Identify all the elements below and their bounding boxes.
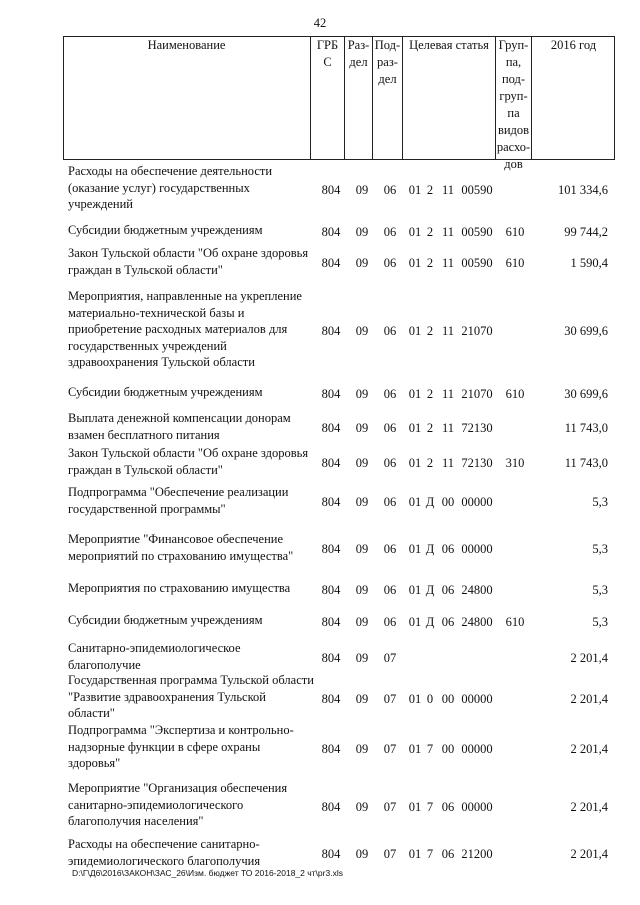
razdel-cell: 09 (355, 847, 369, 861)
razdel-cell: 09 (355, 324, 369, 338)
cs-direction-cell: 24800 (461, 583, 493, 597)
page-number: 42 (313, 16, 327, 30)
header-year-text: 2016 год (550, 38, 597, 52)
cs-program-cell: 01 (408, 225, 422, 239)
cs-event-cell: 00 (441, 742, 455, 756)
razdel-cell: 09 (355, 495, 369, 509)
row-name: Мероприятия по страхованию имущества (68, 581, 291, 595)
cs-direction-cell: 00590 (461, 183, 493, 197)
cs-direction-cell: 21070 (461, 387, 493, 401)
amount-cell: 99 744,2 (564, 225, 608, 239)
row-name: Расходы на обеспечение санитарно-эпидемиологического благополучия (68, 837, 261, 868)
grbs-cell: 804 (321, 542, 341, 556)
grbs-cell: 804 (321, 583, 341, 597)
cs-event-cell: 06 (441, 583, 455, 597)
vr-cell: 310 (505, 456, 525, 470)
row-name: Мероприятие "Организация обеспечения санитарно-эпидемиологического благополучия населения" (68, 781, 288, 828)
amount-cell: 2 201,4 (570, 847, 608, 861)
header-year (532, 36, 615, 160)
row-name: Государственная программа Тульской области "Развитие здравоохранения Тульской области" (68, 673, 314, 720)
amount-cell: 2 201,4 (570, 800, 608, 814)
grbs-cell: 804 (321, 495, 341, 509)
amount-cell: 5,3 (592, 583, 608, 597)
cs-program-cell: 01 (408, 456, 422, 470)
cs-event-cell: 06 (441, 800, 455, 814)
amount-cell: 5,3 (592, 542, 608, 556)
vr-cell: 610 (505, 225, 525, 239)
podrazdel-cell: 06 (383, 324, 397, 338)
razdel-cell: 09 (355, 421, 369, 435)
grbs-cell: 804 (321, 387, 341, 401)
cs-subprogram-cell: 0 (426, 692, 434, 706)
cs-direction-cell: 21200 (461, 847, 493, 861)
cs-program-cell: 01 (408, 183, 422, 197)
grbs-cell: 804 (321, 183, 341, 197)
footer-file-path: D:\Г\Д6\2016\ЗАКОН\ЗАС_26\Изм. бюджет ТО 2016-2018_2 чт\pr3.xls (72, 868, 343, 878)
cs-subprogram-cell: Д (425, 542, 435, 556)
razdel-cell: 09 (355, 225, 369, 239)
cs-event-cell: 00 (441, 495, 455, 509)
header-name (63, 36, 311, 160)
cs-program-cell: 01 (408, 324, 422, 338)
row-name: Закон Тульской области "Об охране здоровья граждан в Тульской области" (68, 246, 309, 277)
grbs-cell: 804 (321, 456, 341, 470)
vr-cell: 610 (505, 256, 525, 270)
row-name: Расходы на обеспечение деятельности (оказание услуг) государственных учреждений (68, 164, 273, 211)
grbs-cell: 804 (321, 651, 341, 665)
cs-event-cell: 06 (441, 847, 455, 861)
cs-event-cell: 06 (441, 615, 455, 629)
podrazdel-cell: 06 (383, 183, 397, 197)
razdel-cell: 09 (355, 583, 369, 597)
header-vr: Груп- па, под- груп- па видов расхо- дов (496, 38, 531, 171)
amount-cell: 5,3 (592, 615, 608, 629)
amount-cell: 2 201,4 (570, 651, 608, 665)
podrazdel-cell: 06 (383, 225, 397, 239)
cs-program-cell: 01 (408, 421, 422, 435)
razdel-cell: 09 (355, 183, 369, 197)
cs-subprogram-cell: 2 (426, 421, 434, 435)
header-razdel: Раз- дел (345, 36, 373, 160)
cs-event-cell: 11 (441, 256, 455, 270)
cs-event-cell: 11 (441, 421, 455, 435)
grbs-cell: 804 (321, 847, 341, 861)
razdel-cell: 09 (355, 542, 369, 556)
cs-direction-cell: 00000 (461, 800, 493, 814)
podrazdel-cell: 06 (383, 387, 397, 401)
razdel-cell: 09 (355, 456, 369, 470)
amount-cell: 11 743,0 (564, 421, 608, 435)
header-cs-text: Целевая статья (409, 38, 489, 52)
cs-program-cell: 01 (408, 256, 422, 270)
cs-subprogram-cell: 2 (426, 387, 434, 401)
cs-program-cell: 01 (408, 387, 422, 401)
row-name: Подпрограмма "Экспертиза и контрольно-надзорные функции в сфере охраны здоровья" (68, 723, 294, 770)
row-name: Субсидии бюджетным учреждениям (68, 385, 263, 399)
cs-event-cell: 11 (441, 225, 455, 239)
cs-subprogram-cell: 7 (426, 742, 434, 756)
cs-direction-cell: 72130 (461, 456, 493, 470)
cs-subprogram-cell: Д (425, 495, 435, 509)
cs-event-cell: 11 (441, 183, 455, 197)
podrazdel-cell: 06 (383, 583, 397, 597)
amount-cell: 2 201,4 (570, 742, 608, 756)
cs-program-cell: 01 (408, 742, 422, 756)
podrazdel-cell: 06 (383, 456, 397, 470)
grbs-cell: 804 (321, 615, 341, 629)
cs-direction-cell: 21070 (461, 324, 493, 338)
podrazdel-cell: 07 (383, 847, 397, 861)
row-name: Выплата денежной компенсации донорам взамен бесплатного питания (68, 411, 291, 442)
razdel-cell: 09 (355, 742, 369, 756)
amount-cell: 30 699,6 (564, 324, 608, 338)
row-name: Мероприятия, направленные на укрепление материально-технической базы и приобретение расходных материалов для государственных учреждений здравоохранения Тульской области (68, 289, 302, 369)
header-name-text: Наименование (147, 38, 226, 52)
razdel-cell: 09 (355, 800, 369, 814)
cs-subprogram-cell: 2 (426, 324, 434, 338)
cs-program-cell: 01 (408, 583, 422, 597)
header-podrazdel: Под- раз- дел (373, 36, 403, 160)
row-name: Субсидии бюджетным учреждениям (68, 223, 263, 237)
cs-direction-cell: 00000 (461, 692, 493, 706)
razdel-cell: 09 (355, 256, 369, 270)
vr-cell: 610 (505, 387, 525, 401)
cs-event-cell: 11 (441, 456, 455, 470)
amount-cell: 1 590,4 (570, 256, 608, 270)
grbs-cell: 804 (321, 692, 341, 706)
cs-program-cell: 01 (408, 847, 422, 861)
podrazdel-cell: 07 (383, 800, 397, 814)
cs-direction-cell: 00000 (461, 542, 493, 556)
cs-program-cell: 01 (408, 615, 422, 629)
razdel-cell: 09 (355, 615, 369, 629)
cs-subprogram-cell: 2 (426, 183, 434, 197)
grbs-cell: 804 (321, 225, 341, 239)
podrazdel-cell: 06 (383, 495, 397, 509)
cs-subprogram-cell: 2 (426, 256, 434, 270)
podrazdel-cell: 06 (383, 256, 397, 270)
cs-direction-cell: 72130 (461, 421, 493, 435)
row-name: Санитарно-эпидемиологическое благополучие (68, 641, 241, 672)
row-name: Мероприятие "Финансовое обеспечение мероприятий по страхованию имущества" (68, 532, 294, 563)
razdel-cell: 09 (355, 692, 369, 706)
amount-cell: 101 334,6 (558, 183, 608, 197)
cs-event-cell: 06 (441, 542, 455, 556)
vr-cell: 610 (505, 615, 525, 629)
cs-event-cell: 11 (441, 324, 455, 338)
amount-cell: 2 201,4 (570, 692, 608, 706)
podrazdel-cell: 06 (383, 542, 397, 556)
grbs-cell: 804 (321, 742, 341, 756)
cs-subprogram-cell: 7 (426, 847, 434, 861)
row-name: Субсидии бюджетным учреждениям (68, 613, 263, 627)
cs-event-cell: 00 (441, 692, 455, 706)
amount-cell: 30 699,6 (564, 387, 608, 401)
cs-subprogram-cell: 2 (426, 225, 434, 239)
header-cs (403, 36, 496, 160)
amount-cell: 11 743,0 (564, 456, 608, 470)
cs-subprogram-cell: 7 (426, 800, 434, 814)
header-grbs: ГРБ С (311, 36, 345, 160)
row-name: Закон Тульской области "Об охране здоровья граждан в Тульской области" (68, 446, 309, 477)
cs-subprogram-cell: 2 (426, 456, 434, 470)
cs-program-cell: 01 (408, 692, 422, 706)
cs-subprogram-cell: Д (425, 615, 435, 629)
razdel-cell: 09 (355, 387, 369, 401)
grbs-cell: 804 (321, 256, 341, 270)
podrazdel-cell: 07 (383, 742, 397, 756)
cs-direction-cell: 00000 (461, 742, 493, 756)
podrazdel-cell: 07 (383, 692, 397, 706)
row-name: Подпрограмма "Обеспечение реализации государственной программы" (68, 485, 289, 516)
cs-direction-cell: 00590 (461, 225, 493, 239)
grbs-cell: 804 (321, 324, 341, 338)
cs-subprogram-cell: Д (425, 583, 435, 597)
cs-program-cell: 01 (408, 495, 422, 509)
podrazdel-cell: 06 (383, 615, 397, 629)
grbs-cell: 804 (321, 421, 341, 435)
cs-direction-cell: 00000 (461, 495, 493, 509)
podrazdel-cell: 07 (383, 651, 397, 665)
amount-cell: 5,3 (592, 495, 608, 509)
cs-direction-cell: 00590 (461, 256, 493, 270)
cs-direction-cell: 24800 (461, 615, 493, 629)
cs-event-cell: 11 (441, 387, 455, 401)
razdel-cell: 09 (355, 651, 369, 665)
cs-program-cell: 01 (408, 800, 422, 814)
cs-program-cell: 01 (408, 542, 422, 556)
grbs-cell: 804 (321, 800, 341, 814)
podrazdel-cell: 06 (383, 421, 397, 435)
